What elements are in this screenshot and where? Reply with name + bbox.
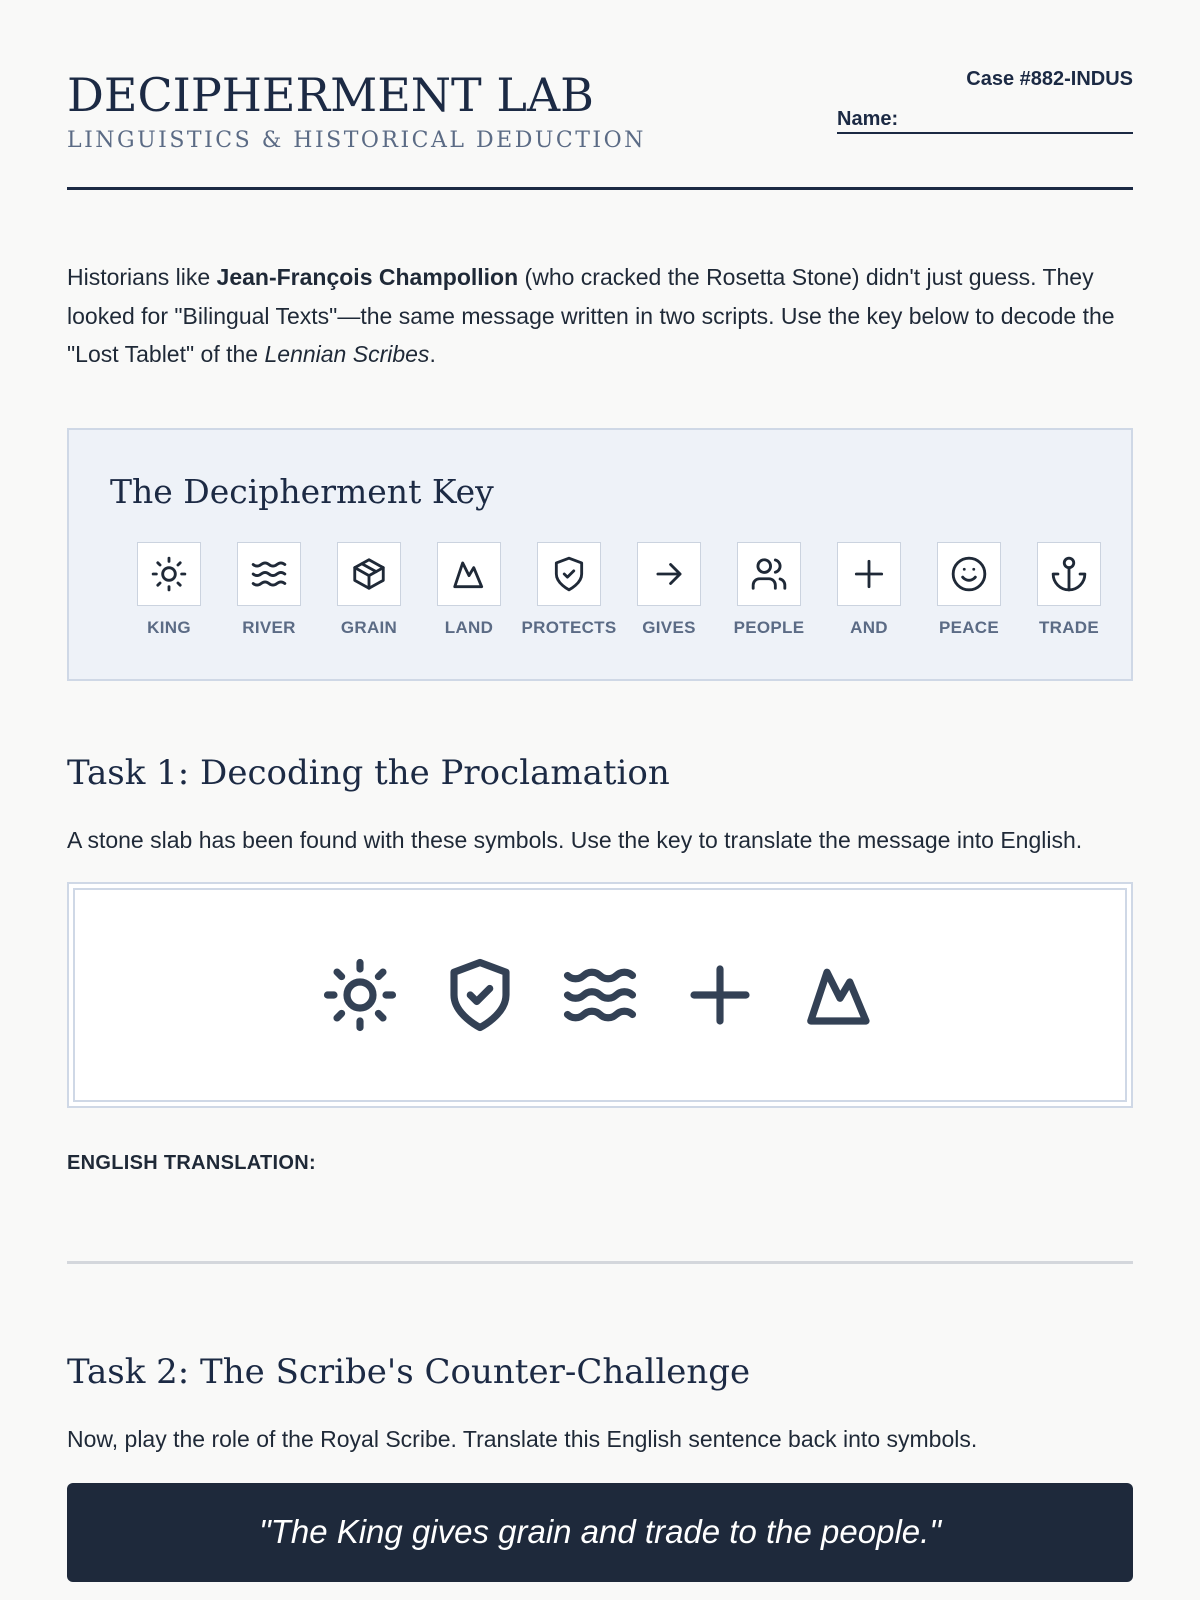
case-number: Case #882-INDUS — [966, 68, 1133, 90]
key-label: PROTECTS — [521, 617, 617, 637]
key-item-river — [219, 542, 319, 638]
mountain-icon — [801, 956, 879, 1034]
task1-description: A stone slab has been found with these symbols. Use the key to translate the message into English. — [67, 826, 1083, 853]
page-title: DECIPHERMENT LAB — [67, 68, 594, 122]
quote-box — [67, 1483, 1133, 1582]
key-item-land — [419, 542, 519, 638]
key-label: LAND — [444, 617, 494, 637]
translation-answer-line[interactable] — [67, 1261, 1133, 1264]
box-icon — [337, 542, 401, 606]
key-item-king — [119, 542, 219, 638]
plus-icon — [837, 542, 901, 606]
task1-title: Task 1: Decoding the Proclamation — [67, 752, 670, 793]
key-label: RIVER — [242, 617, 296, 637]
shield-check-icon — [441, 956, 519, 1034]
key-title: The Decipherment Key — [110, 471, 494, 511]
arrow-right-icon — [637, 542, 701, 606]
key-item-protects — [519, 542, 619, 638]
key-label: KING — [147, 617, 191, 637]
key-label: AND — [850, 617, 888, 637]
key-label: TRADE — [1038, 617, 1100, 637]
intro-text-2: (who cracked the Rosetta Stone) didn't just guess. They looked for "Bilingual Texts"—the same message written in two scripts. Use the key below to decode the "Lost Tablet" of the — [67, 264, 1115, 367]
sun-icon — [137, 542, 201, 606]
task2-description: Now, play the role of the Royal Scribe. Translate this English sentence back into symbols. — [67, 1425, 978, 1452]
key-label: PEACE — [938, 617, 1000, 637]
sun-icon — [321, 956, 399, 1034]
users-icon — [737, 542, 801, 606]
mountain-icon — [437, 542, 501, 606]
task2-title: Task 2: The Scribe's Counter-Challenge — [67, 1351, 751, 1392]
intro-bold-name: Jean-François Champollion — [216, 264, 519, 290]
key-label: PEOPLE — [733, 617, 805, 637]
plus-icon — [681, 956, 759, 1034]
header — [67, 0, 1133, 190]
key-item-people — [719, 542, 819, 638]
name-field[interactable] — [837, 108, 1133, 134]
smile-icon — [937, 542, 1001, 606]
key-item-grain — [319, 542, 419, 638]
key-item-and — [819, 542, 919, 638]
intro-text-3: . — [429, 341, 436, 367]
translation-label: ENGLISH TRANSLATION: — [67, 1151, 316, 1174]
slab-symbols — [73, 888, 1127, 1102]
anchor-icon — [1037, 542, 1101, 606]
decipherment-key — [67, 428, 1133, 681]
key-list — [119, 542, 1119, 638]
key-label: GRAIN — [340, 617, 398, 637]
key-item-peace — [919, 542, 1019, 638]
page-subtitle: LINGUISTICS & HISTORICAL DEDUCTION — [67, 128, 646, 153]
waves-icon — [561, 956, 639, 1034]
intro-text-1: Historians like — [67, 264, 217, 290]
stone-slab — [67, 882, 1133, 1108]
intro-italic-scribes: Lennian Scribes — [264, 341, 430, 367]
scribe-quote: "The King gives grain and trade to the people." — [258, 1513, 942, 1550]
name-label: Name: — [837, 108, 899, 130]
key-item-gives — [619, 542, 719, 638]
key-item-trade — [1019, 542, 1119, 638]
intro-paragraph — [67, 258, 1133, 374]
key-label: GIVES — [642, 617, 696, 637]
shield-check-icon — [537, 542, 601, 606]
waves-icon — [237, 542, 301, 606]
